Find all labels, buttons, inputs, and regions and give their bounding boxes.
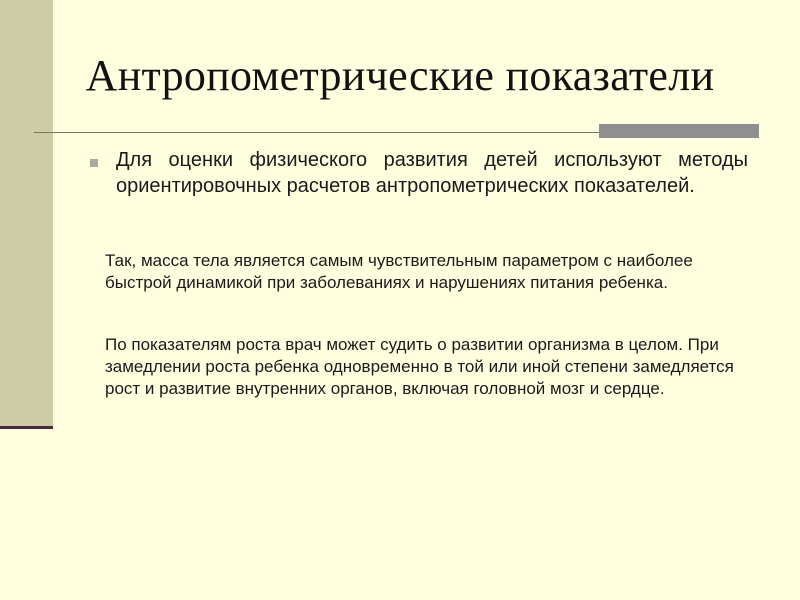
bullet-text: Для оценки физического развития детей используют методы ориентировочных расчетов антропометрических показателей.: [116, 149, 748, 197]
title-divider-line: [34, 132, 599, 133]
bullet-square-icon: [90, 159, 98, 167]
left-band-bottom-edge: [0, 426, 53, 429]
title-divider-block: [599, 124, 759, 138]
body-paragraph-2: По показателям роста врач может судить о развитии организма в целом. При замедлении роста ребенка одновременно в той или иной степени замедляется рост и развитие внутренних органов, включая головной мозг и сердце.: [105, 335, 734, 398]
body-paragraph-1: Так, масса тела является самым чувствительным параметром с наиболее быстрой динамикой при заболеваниях и нарушениях питания ребенка.: [105, 251, 693, 292]
slide-title: Антропометрические показатели: [85, 51, 715, 100]
